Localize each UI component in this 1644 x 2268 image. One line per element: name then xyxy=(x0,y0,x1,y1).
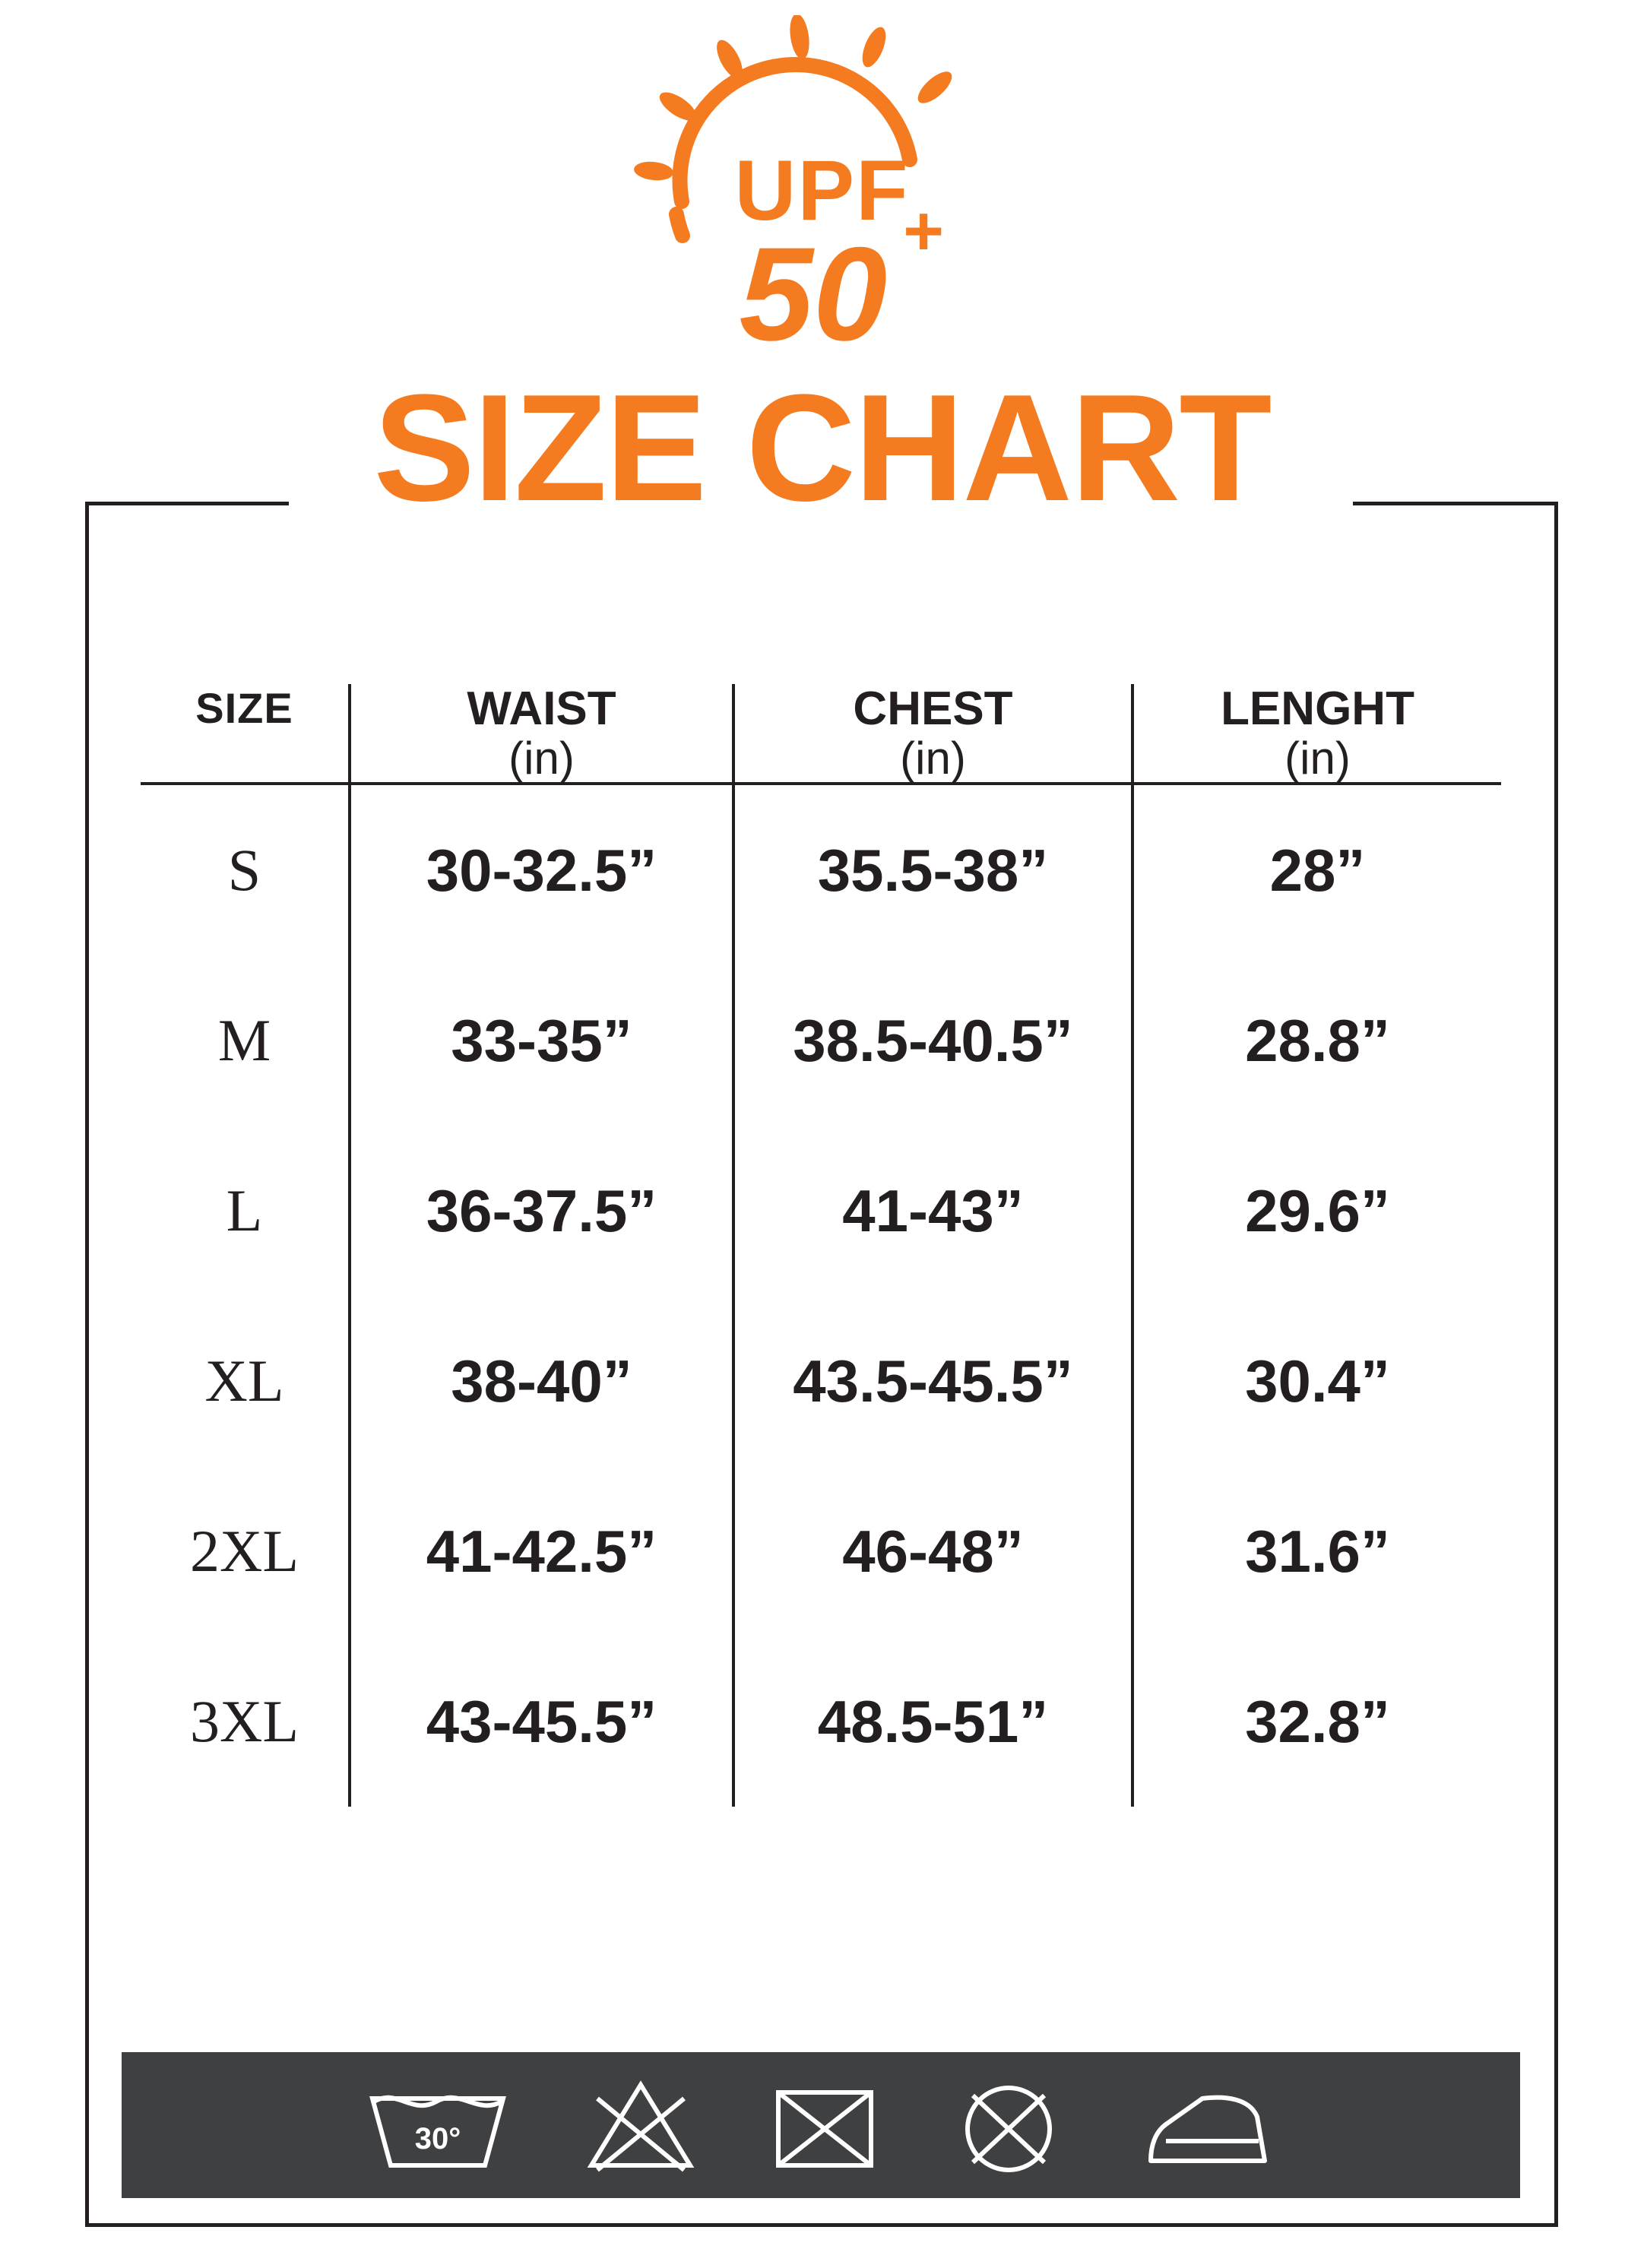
cell-length: 28.8” xyxy=(1132,955,1501,1126)
cell-chest: 48.5-51” xyxy=(733,1636,1132,1807)
cell-waist: 36-37.5” xyxy=(350,1126,733,1296)
column-header-chest-unit: (in) xyxy=(900,732,966,784)
table-row xyxy=(141,955,1501,1126)
do-not-dry-clean-icon xyxy=(952,2076,1066,2175)
cell-size: 3XL xyxy=(190,1688,299,1755)
cell-size: XL xyxy=(204,1348,284,1414)
column-header-waist-unit: (in) xyxy=(508,732,575,784)
column-header-length-label: LENGHT xyxy=(1221,683,1414,735)
care-instructions-bar xyxy=(122,2052,1520,2198)
do-not-tumble-dry-icon xyxy=(768,2076,882,2175)
table-row xyxy=(141,1466,1501,1636)
column-header-chest xyxy=(733,684,1132,784)
cell-chest: 35.5-38” xyxy=(733,784,1132,955)
column-header-waist-label: WAIST xyxy=(467,683,616,735)
cell-length: 28” xyxy=(1132,784,1501,955)
do-not-bleach-icon xyxy=(584,2076,698,2175)
cell-length: 32.8” xyxy=(1132,1636,1501,1807)
table-header xyxy=(141,684,1501,784)
column-header-length xyxy=(1132,684,1501,784)
table-body xyxy=(141,784,1501,1807)
cell-waist: 43-45.5” xyxy=(350,1636,733,1807)
cell-chest: 46-48” xyxy=(733,1466,1132,1636)
cell-waist: 41-42.5” xyxy=(350,1466,733,1636)
cell-chest: 41-43” xyxy=(733,1126,1132,1296)
svg-text:30°: 30° xyxy=(414,2122,461,2156)
size-table-container xyxy=(141,684,1501,1807)
size-table xyxy=(141,684,1501,1807)
cell-length: 30.4” xyxy=(1132,1296,1501,1466)
column-header-chest-label: CHEST xyxy=(853,683,1013,735)
column-header-waist xyxy=(350,684,733,784)
cell-chest: 43.5-45.5” xyxy=(733,1296,1132,1466)
column-header-size: SIZE xyxy=(141,684,350,784)
upf-badge xyxy=(0,15,1644,372)
wash-30-degrees-icon xyxy=(362,2076,514,2175)
cell-length: 29.6” xyxy=(1132,1126,1501,1296)
cell-waist: 33-35” xyxy=(350,955,733,1126)
iron-icon xyxy=(1136,2076,1280,2175)
cell-waist: 38-40” xyxy=(350,1296,733,1466)
upf-value: 50 xyxy=(739,220,888,369)
page-title: SIZE CHART xyxy=(373,363,1271,533)
column-header-length-unit: (in) xyxy=(1284,732,1351,784)
table-row xyxy=(141,1126,1501,1296)
upf-plus: + xyxy=(901,192,943,270)
table-row xyxy=(141,1636,1501,1807)
upf-label: UPF xyxy=(734,143,910,238)
table-row xyxy=(141,784,1501,955)
cell-waist: 30-32.5” xyxy=(350,784,733,955)
cell-size: L xyxy=(226,1177,263,1244)
table-header-row xyxy=(141,684,1501,784)
cell-chest: 38.5-40.5” xyxy=(733,955,1132,1126)
cell-size: S xyxy=(227,837,261,904)
cell-size: M xyxy=(217,1007,271,1074)
cell-length: 31.6” xyxy=(1132,1466,1501,1636)
table-row xyxy=(141,1296,1501,1466)
cell-size: 2XL xyxy=(190,1518,299,1585)
